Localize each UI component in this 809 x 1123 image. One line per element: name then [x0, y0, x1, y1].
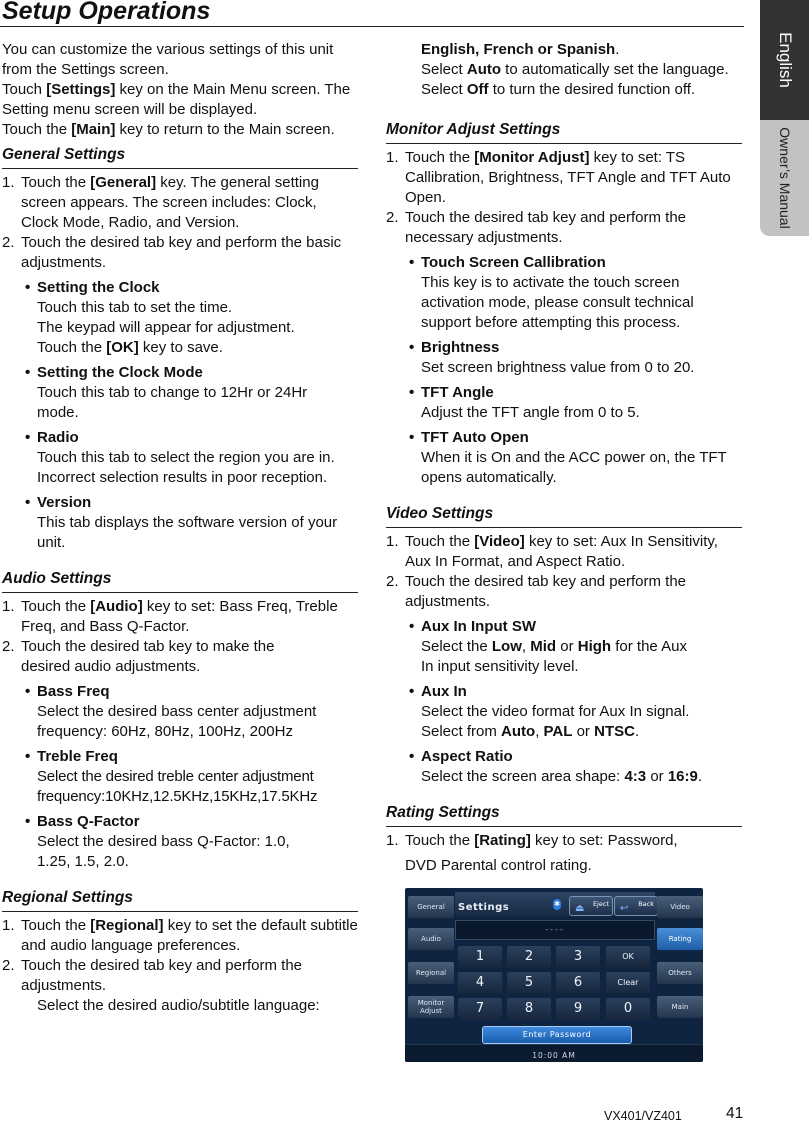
bullet-aux-in-input: • Aux In Input SW Select the Low, Mid or High for the Aux In input sensitivity level. [409, 618, 687, 675]
bluetooth-icon: ✱ [554, 900, 560, 908]
general-step-1: 1. Touch the [General] key. The general setting screen appears. The screen includes: Clock, Clock Mode, Radio, and Version. [2, 174, 319, 231]
regional-step-2: 2. Touch the desired tab key and perform the adjustments. [2, 957, 303, 994]
footer-model: VX401/VZ401 [604, 1109, 682, 1123]
device-tab-video[interactable]: Video [657, 896, 703, 918]
bullet-ts-callibration: • Touch Screen Callibration This key is to activate the touch screen activation mode, please consult technical support before attempting this process. [409, 254, 694, 331]
bullet-tft-angle: • TFT Angle Adjust the TFT angle from 0 to 5. [409, 384, 640, 421]
manual-label: Owner’s Manual [776, 127, 793, 229]
page-title: Setup Operations [2, 0, 211, 25]
key-2[interactable]: 2 [507, 946, 551, 968]
key-clear[interactable]: Clear [606, 972, 650, 994]
rating-step-1: 1. Touch the [Rating] key to set: Password, DVD Parental control rating. [386, 832, 678, 874]
key-8[interactable]: 8 [507, 998, 551, 1020]
device-clock: 10:00 AM [532, 1051, 576, 1060]
general-settings-title: General Settings [2, 145, 358, 169]
key-5[interactable]: 5 [507, 972, 551, 994]
key-9[interactable]: 9 [556, 998, 600, 1020]
audio-settings-title: Audio Settings [2, 569, 358, 593]
key-ok[interactable]: OK [606, 946, 650, 968]
key-4[interactable]: 4 [458, 972, 502, 994]
bullet-treble-freq: • Treble Freq Select the desired treble center adjustment frequency:10KHz,12.5KHz,15KHz,17.5KHz [25, 748, 318, 805]
bullet-brightness: • Brightness Set screen brightness value from 0 to 20. [409, 339, 695, 376]
intro-line-1: You can customize the various settings of this unit from the Settings screen. [2, 41, 334, 78]
left-column [2, 40, 358, 1016]
device-tab-general[interactable]: General [408, 896, 454, 918]
video-step-2: 2. Touch the desired tab key and perform the adjustments. [386, 573, 687, 610]
regional-step-1: 1. Touch the [Regional] key to set the default subtitle and audio language preferences. [2, 917, 358, 954]
settings-screen-image [405, 888, 703, 1062]
intro-line-2: Touch [Settings] key on the Main Menu screen. The Setting menu screen will be displayed. [2, 81, 351, 118]
regional-settings-title: Regional Settings [2, 888, 358, 912]
video-settings-title: Video Settings [386, 504, 742, 528]
key-7[interactable]: 7 [458, 998, 502, 1020]
bullet-aux-in: • Aux In Select the video format for Aux In signal. Select from Auto, PAL or NTSC. [409, 683, 690, 740]
device-title: Settings [458, 902, 510, 913]
rating-settings-title: Rating Settings [386, 803, 742, 827]
regional-language-line: Select the desired audio/subtitle language: [37, 997, 320, 1014]
device-tab-main[interactable]: Main [657, 996, 703, 1018]
monitor-step-1: 1. Touch the [Monitor Adjust] key to set: TS Callibration, Brightness, TFT Angle and TFT Auto Open. [386, 149, 731, 206]
title-rule [0, 26, 744, 27]
device-tab-monitor-adjust[interactable]: Monitor Adjust [408, 996, 454, 1018]
key-1[interactable]: 1 [458, 946, 502, 968]
right-column [386, 40, 742, 876]
language-label: English [775, 32, 795, 88]
key-3[interactable]: 3 [556, 946, 600, 968]
key-0[interactable]: 0 [606, 998, 650, 1020]
key-6[interactable]: 6 [556, 972, 600, 994]
device-tab-rating[interactable]: Rating [657, 928, 703, 950]
back-button[interactable]: ↩ Back [614, 896, 658, 916]
eject-button[interactable]: ⏏ Eject [569, 896, 613, 916]
enter-password-button[interactable]: Enter Password [482, 1026, 632, 1044]
bullet-tft-auto-open: • TFT Auto Open When it is On and the ACC power on, the TFT opens automatically. [409, 429, 727, 486]
audio-step-1: 1. Touch the [Audio] key to set: Bass Freq, Treble Freq, and Bass Q-Factor. [2, 598, 338, 635]
regional-continued: English, French or Spanish. Select Auto to automatically set the language. Select Off to turn the desired function off. [421, 41, 729, 98]
video-step-1: 1. Touch the [Video] key to set: Aux In Sensitivity, Aux In Format, and Aspect Ratio. [386, 533, 718, 570]
device-tab-audio[interactable]: Audio [408, 928, 454, 950]
monitor-step-2: 2. Touch the desired tab key and perform the necessary adjustments. [386, 209, 687, 246]
monitor-settings-title: Monitor Adjust Settings [386, 120, 742, 144]
device-tab-regional[interactable]: Regional [408, 962, 454, 984]
language-tab [760, 0, 809, 120]
password-display: ---- [455, 920, 655, 940]
side-tab [760, 0, 809, 236]
bullet-bass-freq: • Bass Freq Select the desired bass center adjustment frequency: 60Hz, 80Hz, 100Hz, 200Hz [25, 683, 317, 740]
intro-line-3: Touch the [Main] key to return to the Main screen. [2, 121, 335, 138]
general-step-2: 2. Touch the desired tab key and perform the basic adjustments. [2, 234, 342, 271]
device-tab-others[interactable]: Others [657, 962, 703, 984]
eject-icon: ⏏ [575, 903, 585, 914]
back-arrow-icon: ↩ [620, 903, 629, 914]
bullet-version: • Version This tab displays the software version of your unit. [25, 494, 338, 551]
bullet-setting-clock: • Setting the Clock Touch this tab to set the time. The keypad will appear for adjustment. Touch the [OK] key to save. [25, 279, 295, 356]
page-number: 41 [726, 1105, 744, 1122]
audio-step-2: 2. Touch the desired tab key to make the desired audio adjustments. [2, 638, 275, 675]
bullet-radio: • Radio Touch this tab to select the region you are in. Incorrect selection results in poor reception. [25, 429, 335, 486]
bullet-aspect-ratio: • Aspect Ratio Select the screen area shape: 4:3 or 16:9. [409, 748, 703, 785]
manual-tab [760, 120, 809, 236]
bullet-bass-q: • Bass Q-Factor Select the desired bass Q-Factor: 1.0, 1.25, 1.5, 2.0. [25, 813, 290, 870]
bullet-clock-mode: • Setting the Clock Mode Touch this tab to change to 12Hr or 24Hr mode. [25, 364, 308, 421]
